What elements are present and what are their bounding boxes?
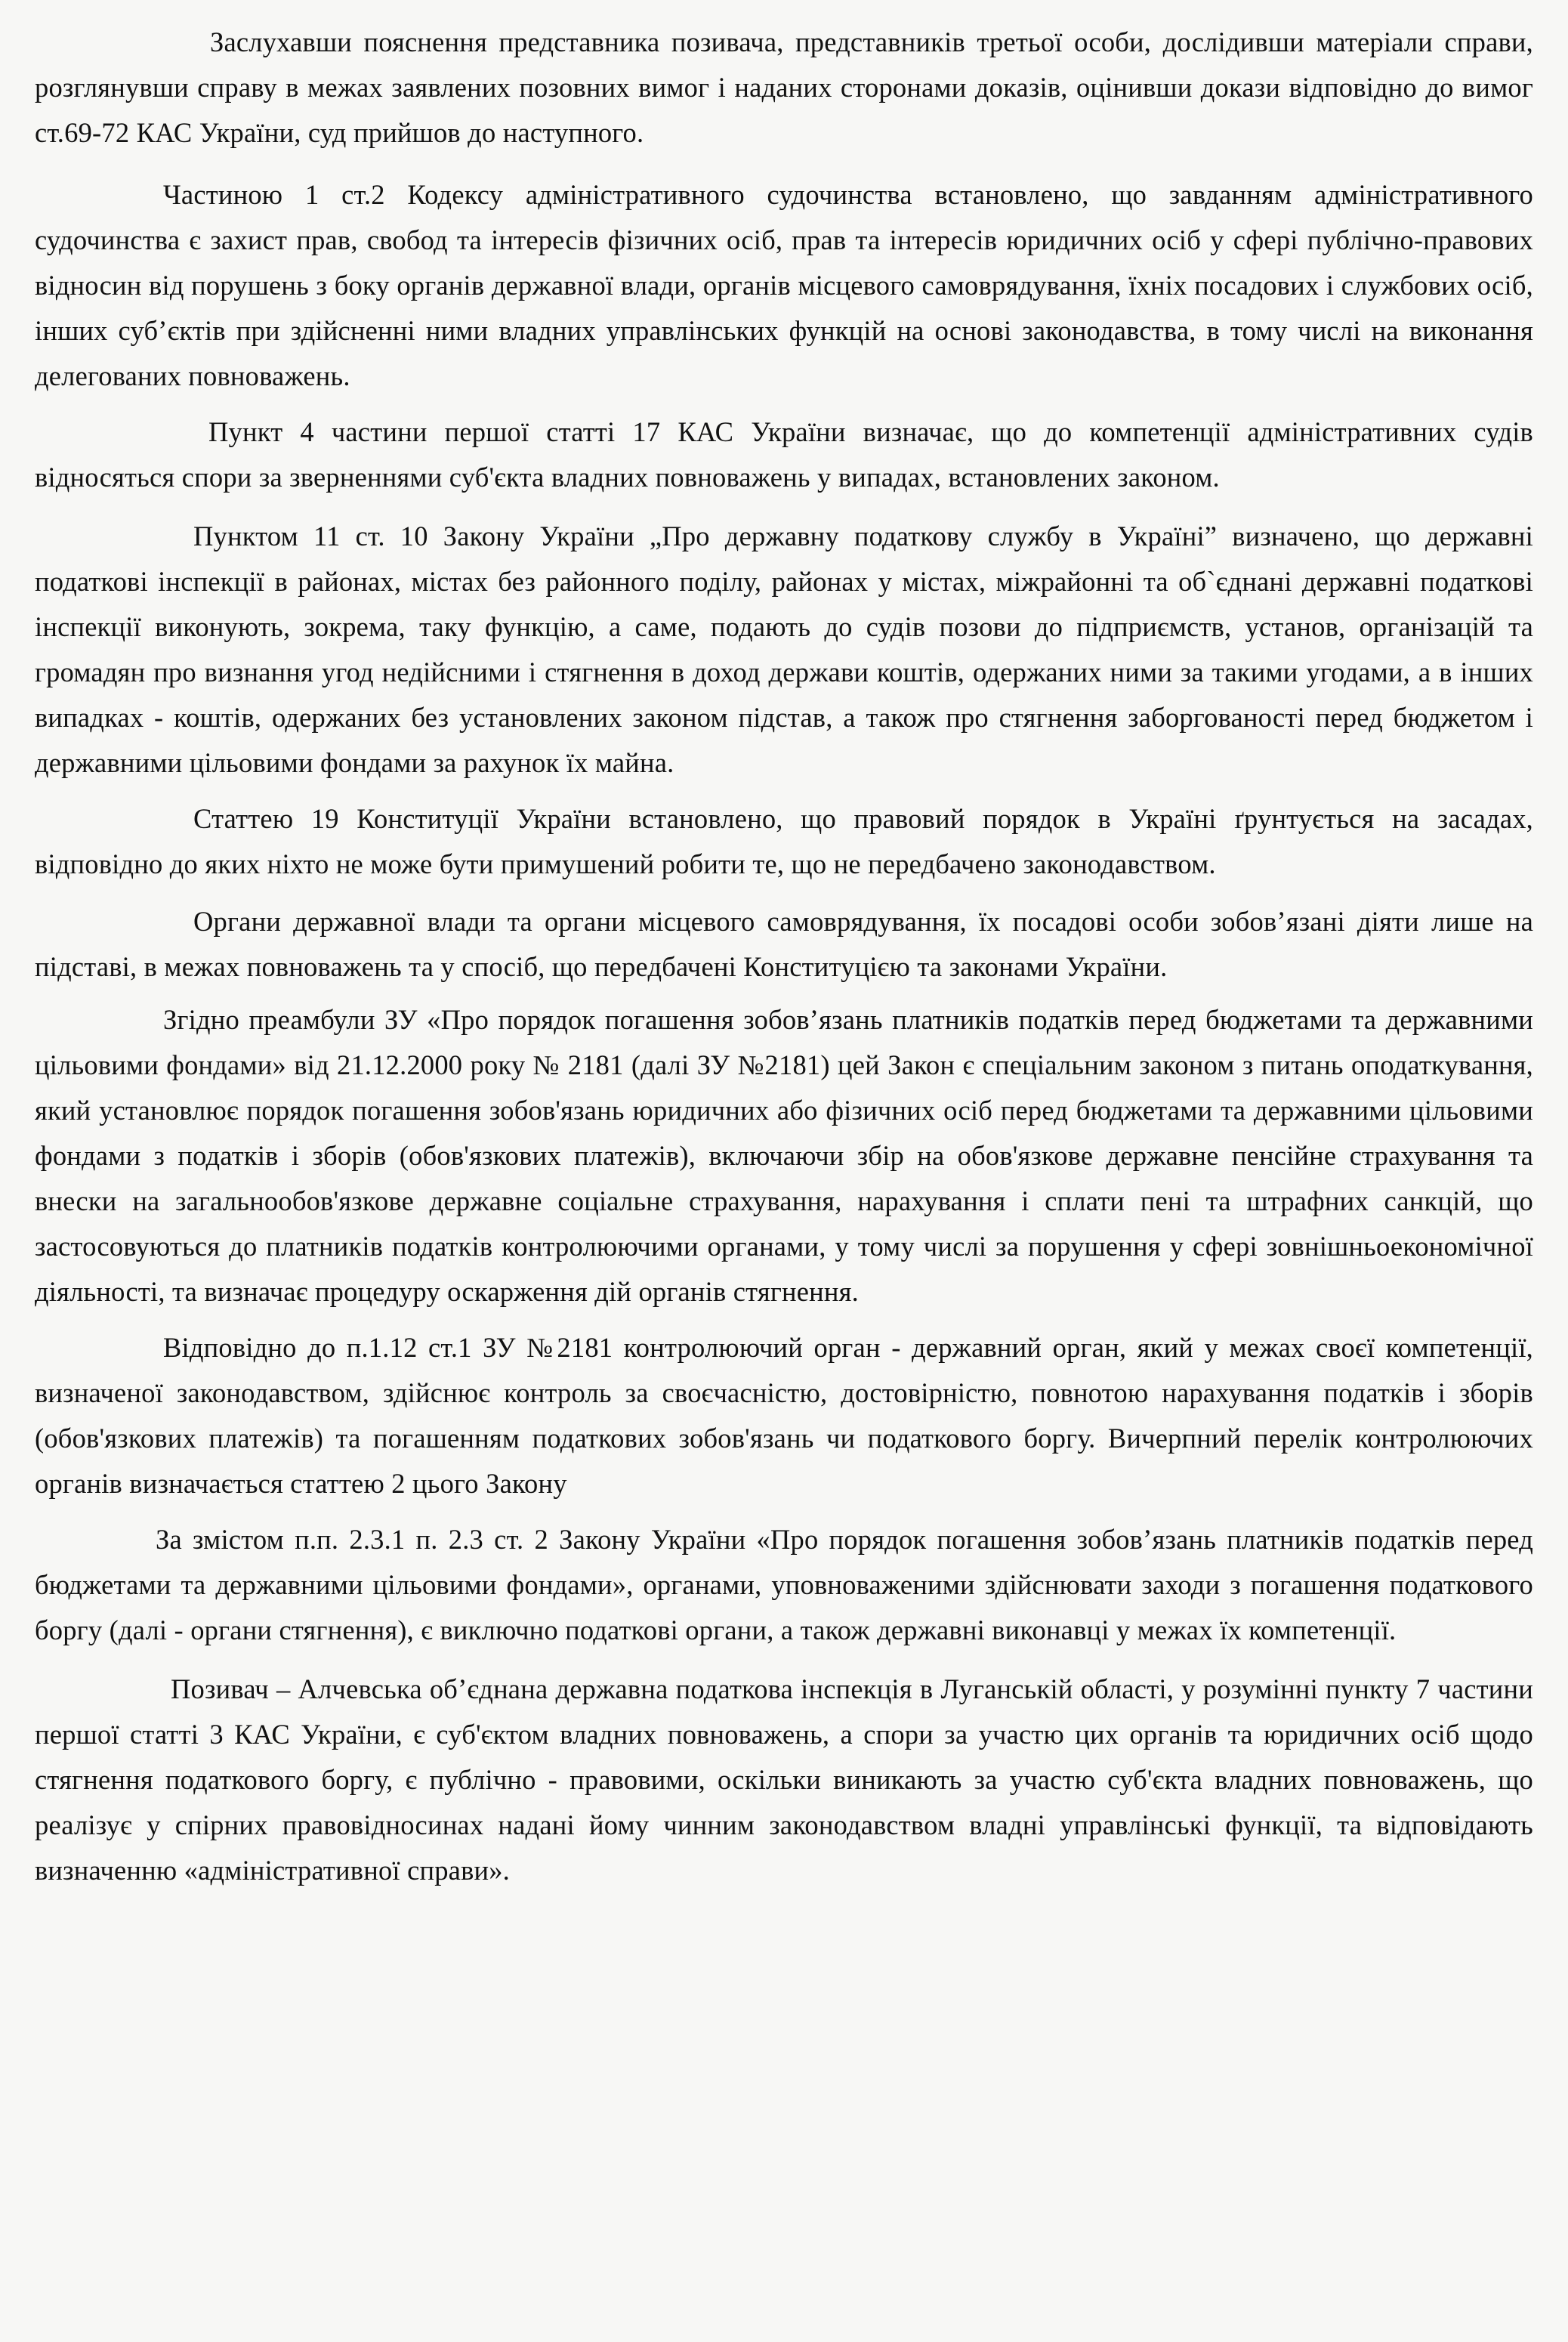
paragraph-plaintiff: Позивач – Алчевська об’єднана державна податкова інспекція в Луганській області, у розумінні пункту 7 частини першої статті 3 КАС України, є суб'єктом владних повноважень, а спори за участю цих органів та юридичних осіб щодо стягнення податкового боргу, є публічно - правовими, оскільки виникають за участю суб'єкта владних повноважень, що реалізує у спірних правовідносинах надані йому чинним законодавством владні управлінські функції, та відповідають визначенню «адміністративної справи». xyxy=(35,1673,1533,1886)
paragraph-state-authorities: Органи державної влади та органи місцевого самоврядування, їх посадові особи зобов’язані діяти лише на підставі, в межах повноважень та у спосіб, що передбачені Конституцією та законами України. xyxy=(35,906,1533,982)
paragraph-kas-article-2: Частиною 1 ст.2 Кодексу адміністративного судочинства встановлено, що завданням адміністративного судочинства є захист прав, свобод та інтересів фізичних осіб, прав та інтересів юридичних осіб у сфері публічно-правових відносин від порушень з боку органів державної влади, органів місцевого самоврядування, їхніх посадових і службових осіб, інших суб’єктів при здійсненні ними владних управлінських функцій на основі законодавства, в тому числі на виконання делегованих повноважень. xyxy=(35,179,1533,391)
paragraph-constitution-article-19: Статтею 19 Конституції України встановлено, що правовий порядок в Україні ґрунтується на засадах, відповідно до яких ніхто не може бути примушений робити те, що не передбачено законодавством. xyxy=(35,803,1533,879)
paragraph-kas-article-17: Пункт 4 частини першої статті 17 КАС України визначає, що до компетенції адміністративних судів відносяться спори за зверненнями суб'єкта владних повноважень у випадах, встановлених законом. xyxy=(35,416,1533,493)
paragraph-hearing: Заслухавши пояснення представника позивача, представників третьої особи, дослідивши матеріали справи, розглянувши справу в межах заявлених позовних вимог і наданих сторонами доказів, оцінивши докази відповідно до вимог ст.69-72 КАС України, суд прийшов до наступного. xyxy=(35,26,1533,148)
paragraph-controlling-authority: Відповідно до п.1.12 ст.1 ЗУ №2181 контролюючий орган - державний орган, який у межах своєї компетенції, визначеної законодавством, здійснює контроль за своєчасністю, достовірністю, повнотою нарахування податків і зборів (обов'язкових платежів) та погашенням податкових зобов'язань чи податкового боргу. Вичерпний перелік контролюючих органів визначається статтею 2 цього Закону xyxy=(35,1332,1533,1499)
paragraph-tax-service-law: Пунктом 11 ст. 10 Закону України „Про державну податкову службу в Україні” визначено, що державні податкові інспекції в районах, містах без районного поділу, районах у містах, міжрайонні та об`єднані державні податкові інспекції виконують, зокрема, таку функцію, а саме, подають до судів позови до підприємств, установ, організацій та громадян про визнання угод недійсними і стягнення в доход держави коштів, одержаних ними за такими угодами, а в інших випадках - коштів, одержаних без установлених законом підстав, а також про стягнення заборгованості перед бюджетом і державними цільовими фондами за рахунок їх майна. xyxy=(35,521,1533,778)
paragraph-law-2181-preamble: Згідно преамбули ЗУ «Про порядок погашення зобов’язань платників податків перед бюджетами та державними цільовими фондами» від 21.12.2000 року № 2181 (далі ЗУ №2181) цей Закон є спеціальним законом з питань оподаткування, який установлює порядок погашення зобов'язань юридичних або фізичних осіб перед бюджетами та державними цільовими фондами з податків і зборів (обов'язкових платежів), включаючи збір на обов'язкове державне пенсійне страхування та внески на загальнообов'язкове державне соціальне страхування, нарахування і сплати пені та штрафних санкцій, що застосовуються до платників податків контролюючими органами, у тому числі за порушення у сфері зовнішньоекономічної діяльності, та визначає процедуру оскарження дій органів стягнення. xyxy=(35,1004,1533,1307)
paragraph-collection-bodies: За змістом п.п. 2.3.1 п. 2.3 ст. 2 Закону України «Про порядок погашення зобов’язань платників податків перед бюджетами та державними цільовими фондами», органами, уповноваженими здійснювати заходи з погашення податкового боргу (далі - органи стягнення), є виключно податкові органи, а також державні виконавці у межах їх компетенції. xyxy=(35,1524,1533,1645)
